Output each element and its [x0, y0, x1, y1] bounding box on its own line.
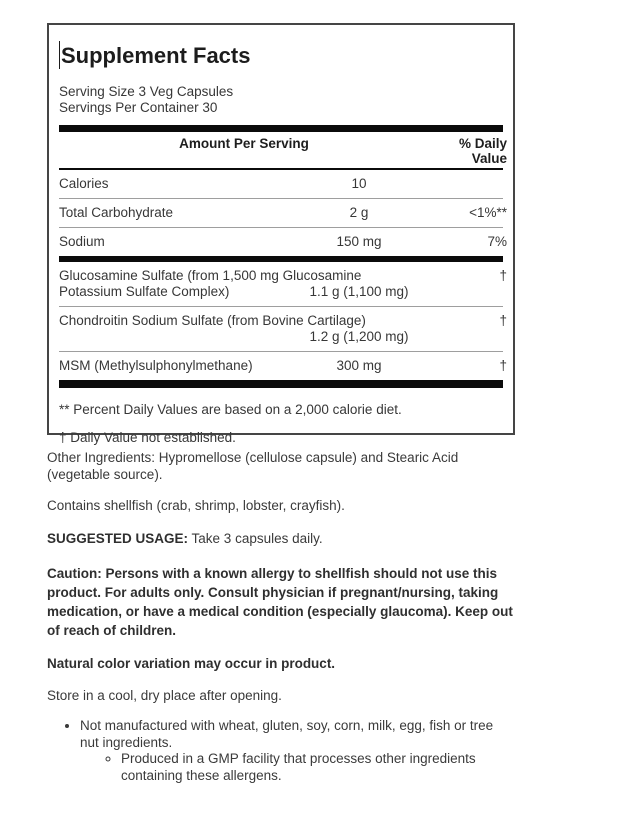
suggested-usage-value: Take 3 capsules daily.	[188, 530, 323, 546]
divider-thick-top	[59, 125, 503, 132]
nutrient-name: Chondroitin Sodium Sulfate (from Bovine Cartilage)	[59, 313, 366, 328]
nutrient-daily-value: 7%	[487, 234, 507, 249]
nutrient-name-line2: Potassium Sulfate Complex)	[59, 284, 230, 299]
nutrient-name-line2	[59, 329, 289, 345]
allergen-bullet: • Not manufactured with wheat, gluten, soy, corn, milk, egg, fish or tree nut ingredients.	[80, 718, 515, 751]
allergen-sub-bullet: ◦ Produced in a GMP facility that processes other ingredients containing these allergens.	[121, 751, 515, 784]
amount-per-serving-header: Amount Per Serving	[179, 136, 309, 151]
storage-instructions: Store in a cool, dry place after opening.	[47, 687, 282, 703]
nutrient-amount: 300 mg	[336, 358, 382, 373]
facts-row	[59, 170, 503, 198]
panel-title-text: Supplement Facts	[61, 42, 251, 68]
footnote-dagger: † Daily Value not established.	[59, 430, 236, 445]
nutrient-amount: 150 mg	[336, 234, 382, 249]
nutrient-amount: 1.1 g (1,100 mg)	[309, 284, 409, 299]
facts-row	[59, 228, 507, 256]
nutrient-name: MSM (Methylsulphonylmethane)	[59, 358, 253, 373]
divider-thick	[59, 380, 503, 388]
nutrient-name: Glucosamine Sulfate (from 1,500 mg Glucosamine	[59, 268, 362, 283]
nutrient-name: Sodium	[59, 234, 105, 249]
nutrient-daily-value: <1%**	[469, 205, 507, 220]
nutrient-amount: 1.2 g (1,200 mg)	[309, 329, 409, 344]
panel-title	[59, 41, 503, 69]
facts-row	[59, 352, 507, 380]
nutrient-daily-value	[429, 176, 507, 192]
facts-row	[59, 307, 507, 351]
allergen-list	[47, 718, 515, 784]
servings-per-container: Servings Per Container 30	[59, 100, 218, 115]
nutrient-name: Calories	[59, 176, 109, 191]
text-caret	[59, 41, 60, 69]
footnote-daily-values: ** Percent Daily Values are based on a 2,000 calorie diet.	[59, 402, 402, 417]
allergen-sub-list	[80, 751, 515, 784]
facts-header-row	[59, 132, 507, 170]
contains-allergen-text: Contains shellfish (crab, shrimp, lobster, crayfish).	[47, 498, 345, 513]
color-variation-note: Natural color variation may occur in product.	[47, 656, 336, 671]
suggested-usage-label: SUGGESTED USAGE:	[47, 530, 189, 546]
serving-size: Serving Size 3 Veg Capsules	[59, 84, 234, 99]
nutrient-daily-value: †	[499, 268, 507, 283]
nutrient-amount: 10	[351, 176, 367, 191]
nutrient-daily-value: †	[499, 358, 507, 373]
facts-row	[59, 199, 507, 227]
nutrient-daily-value: †	[499, 313, 507, 328]
nutrient-name: Total Carbohydrate	[59, 205, 174, 220]
facts-row	[59, 262, 507, 306]
daily-value-header: % Daily Value	[458, 136, 507, 166]
supplement-facts-panel	[47, 23, 515, 445]
other-ingredients-text: Other Ingredients: Hypromellose (cellulose capsule) and Stearic Acid (vegetable source).	[47, 450, 459, 482]
facts-rows	[59, 170, 507, 388]
caution-text: Caution: Persons with a known allergy to shellfish should not use this product. For adults only. Consult physician if pregnant/nursing, taking medication, or have a medical condition (especially glaucoma). Keep out of reach of children.	[47, 566, 513, 638]
suggested-usage-text	[47, 531, 515, 548]
label-info-section	[47, 435, 515, 784]
nutrient-amount: 2 g	[349, 205, 369, 220]
serving-info	[59, 84, 503, 116]
